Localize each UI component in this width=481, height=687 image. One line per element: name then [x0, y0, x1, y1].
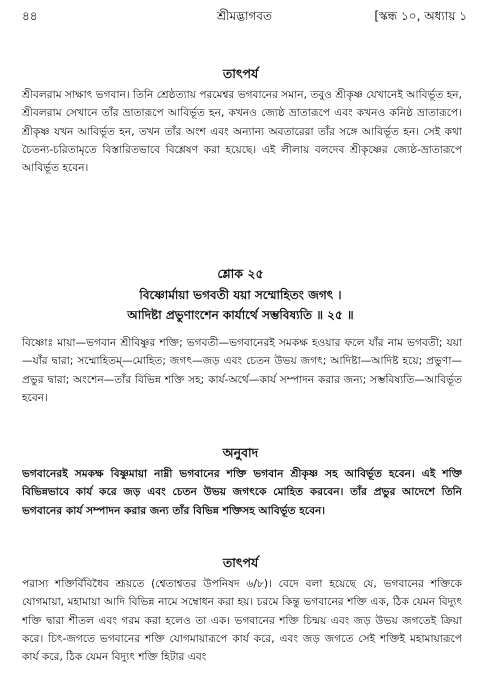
purport-text: শ্রীবলরাম সাক্ষাৎ ভগবান। তিনি শ্রেষ্ঠত্যায় পরমেশ্বর ভগবানের সমান, তবুও শ্রীকৃষ্ণ যেখানেই আবির্ভূত হন, শ্রীবলরাম সেখানে তাঁর ভ্রাতারূপে আবির্ভূত হন, কখনও জ্যেষ্ঠ ভ্রাতারূপে এবং কখনও কনিষ্ঠ ভ্রাতারূপে। শ্রীকৃষ্ণ যখন আবির্ভূত হন, তখন তাঁর অংশ এবং অন্যান্য অবতারেরা তাঁর সঙ্গে আবির্ভূত হন। সেই কথা চৈতন্য-চরিতামৃতে বিস্তারিতভাবে বিশ্লেষণ করা হয়েছে। এই লীলায় বলদেব শ্রীকৃষ্ণের জ্যেষ্ঠ-ভ্রাতারূপে আবির্ভূত হবেন।	[22, 89, 462, 175]
section-reference: [স্কন্ধ ১০, অধ্যায় ১	[374, 9, 467, 23]
purport-heading: তাৎপর্য	[222, 66, 259, 81]
translation-text: ভগবানেরই সমকক্ষ বিষ্ণুমায়া নাম্নী ভগবানের শক্তি ভগবান শ্রীকৃষ্ণ সহ আবির্ভূত হবেন। এই শক্তি বিভিন্নভাবে কার্য করে জড় এবং চেতন উভয় জগৎকে মোহিত করবেন। তাঁর প্রভুর আদেশে তিনি ভগবানের কার্য সম্পাদন করার জন্য তাঁর বিভিন্ন শক্তিসহ আবির্ভূত হবেন।	[22, 468, 462, 517]
synonyms-text: বিষ্ণোঃ মায়া—ভগবান শ্রীবিষ্ণুর শক্তি; ভগবতী—ভগবানেরই সমকক্ষ হওয়ার ফলে যাঁর নাম ভগবতী; যয়া—যাঁর দ্বারা; সম্মোহিতম্—মোহিত; জগৎ—জড় এবং চেতন উভয় জগৎ; আদিষ্টা—আদিষ্ট হয়ে; প্রভুণা—প্রভুর দ্বারা; অংশেন—তাঁর বিভিন্ন শক্তি সহ; কার্য-অর্থে—কার্য সম্পাদন করার জন্য; সম্ভবিষ্যতি—আবির্ভূত হবেন।	[22, 337, 462, 404]
purport-heading-2: তাৎপর্য	[222, 555, 259, 570]
translation-heading: অনুবাদ	[222, 445, 259, 460]
page-header	[22, 8, 467, 26]
book-title: শ্রীমদ্ভাগবত	[216, 9, 272, 23]
verse-heading: শ্লোক ২৫	[217, 266, 264, 281]
verse-line-2: আদিষ্টা প্রভুণাংশেন কার্যার্থে সম্ভবিষ্যতি ॥ ২৫ ॥	[127, 308, 354, 322]
purport-text-2: পরাস্য শক্তির্বিবিধৈব শ্রূয়তে (শ্বেতাশ্বতর উপনিষদ ৬/৮)। বেদে বলা হয়েছে যে, ভগবানের শক্তিকে যোগমায়া, মহামায়া আদি বিভিন্ন নামে সম্বোধন করা হয়। চরমে কিন্তু ভগবানের শক্তি এক, ঠিক যেমন বিদ্যুৎ শক্তি দ্বারা শীতল এবং গরম করা হলেও তা এক। ভগবানের শক্তি চিন্ময় এবং জড় উভয় জগতেই ক্রিয়া করে। চিৎ-জগতে ভগবানের শক্তি যোগমায়ারূপে কার্য করে, এবং জড় জগতে সেই শক্তিই মহামায়ারূপে কার্য করে, ঠিক যেমন বিদ্যুৎ শক্তি হিটার এবং	[22, 578, 462, 664]
page-number: ৪৪	[22, 9, 38, 23]
verse-line-1: বিষ্ণোর্মায়া ভগবতী যয়া সম্মোহিতং জগৎ ।	[139, 288, 342, 302]
